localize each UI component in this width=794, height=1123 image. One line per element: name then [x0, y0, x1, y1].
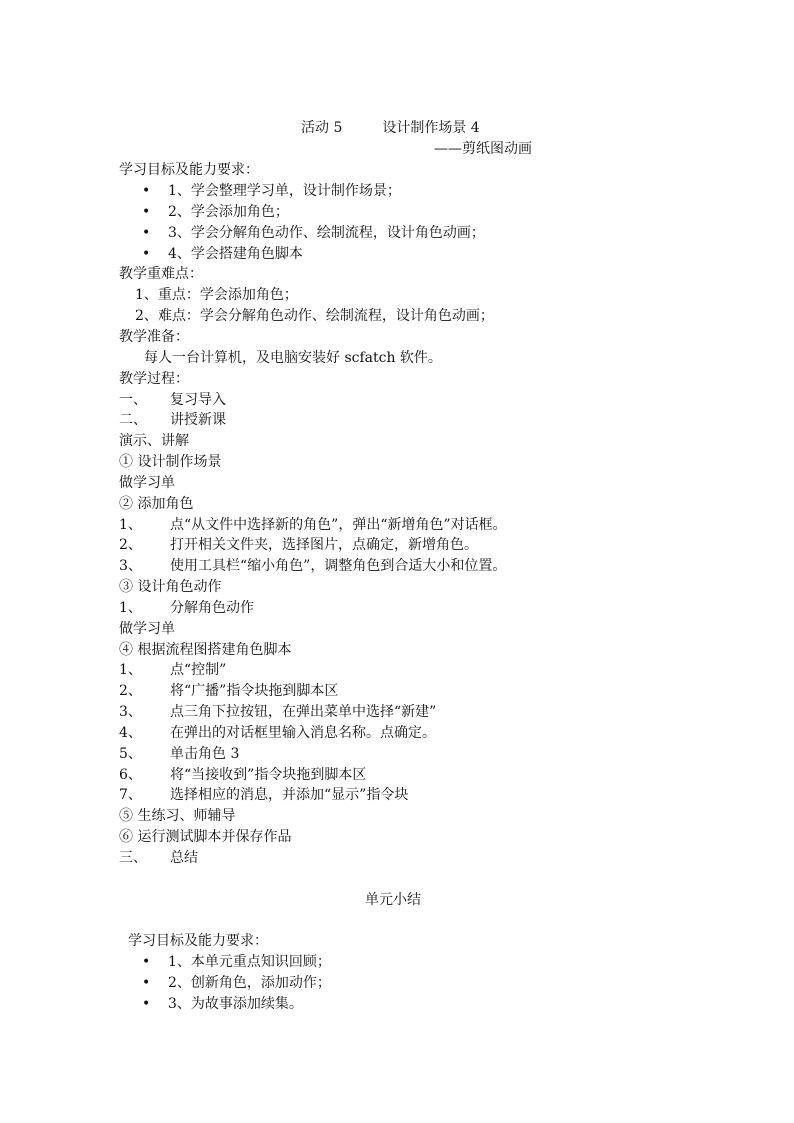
step-text: 将“广播”指令块拖到脚本区: [170, 683, 339, 699]
objectives-heading: 学习目标及能力要求：: [119, 162, 259, 178]
circled-step: ④ 根据流程图搭建角色脚本: [119, 642, 292, 658]
step-number: 4、: [119, 725, 142, 741]
step-text: 在弹出的对话框里输入消息名称。点确定。: [170, 725, 436, 741]
step-text: 使用工具栏“缩小角色”，调整角色到合适大小和位置。: [170, 558, 507, 574]
summary-item: [142, 994, 150, 1014]
step-number: 2、: [119, 537, 142, 553]
objective-item: [142, 223, 150, 243]
section-number: 三、: [119, 850, 147, 866]
keypoint-item: 2、难点：学会分解角色动作、绘制流程，设计角色动画；: [135, 308, 494, 324]
step-text: 点“从文件中选择新的角色”，弹出“新增角色”对话框。: [170, 517, 507, 533]
bullet-icon: •: [142, 996, 151, 1012]
objective-item: [142, 202, 150, 222]
activity-subtitle: ——剪纸图动画: [434, 141, 532, 157]
summary-text: 3、为故事添加续集。: [168, 996, 303, 1012]
step-number: 7、: [119, 787, 142, 803]
process-heading: 教学过程：: [119, 371, 189, 387]
objective-item: [142, 244, 150, 264]
objective-text: 4、学会搭建角色脚本: [168, 246, 303, 262]
section-title: 总结: [170, 850, 198, 866]
step-number: 1、: [119, 662, 142, 678]
step-text: 选择相应的消息，并添加“显示”指令块: [170, 787, 409, 803]
circled-step: ⑤ 生练习、师辅导: [119, 808, 236, 824]
circled-step: ③ 设计角色动作: [119, 579, 222, 595]
summary-item: [142, 973, 150, 993]
step-number: 3、: [119, 704, 142, 720]
section-title: 讲授新课: [170, 412, 226, 428]
bullet-icon: •: [142, 975, 151, 991]
step-number: 6、: [119, 767, 142, 783]
bullet-icon: •: [142, 204, 151, 220]
preparation-heading: 教学准备：: [119, 329, 189, 345]
bullet-icon: •: [142, 954, 151, 970]
step-number: 2、: [119, 683, 142, 699]
step-text: 打开相关文件夹，选择图片，点确定，新增角色。: [170, 537, 478, 553]
step-number: 1、: [119, 517, 142, 533]
objective-text: 1、学会整理学习单，设计制作场景；: [168, 183, 401, 199]
step-number: 5、: [119, 746, 142, 762]
summary-title: 单元小结: [365, 892, 421, 908]
bullet-icon: •: [142, 246, 151, 262]
worksheet-label: 做学习单: [119, 475, 175, 491]
circled-step: ① 设计制作场景: [119, 454, 222, 470]
activity-title: 活动 5 设计制作场景 4: [301, 120, 480, 136]
section-number: 一、: [119, 392, 147, 408]
step-text: 分解角色动作: [170, 600, 254, 616]
demo-label: 演示、讲解: [119, 433, 189, 449]
step-text: 单击角色 3: [170, 746, 240, 762]
objective-text: 3、学会分解角色动作、绘制流程，设计角色动画；: [168, 225, 485, 241]
summary-heading: 学习目标及能力要求：: [128, 933, 268, 949]
keypoints-heading: 教学重难点：: [119, 266, 203, 282]
circled-step: ② 添加角色: [119, 496, 194, 512]
step-text: 将“当接收到”指令块拖到脚本区: [170, 767, 367, 783]
circled-step: ⑥ 运行测试脚本并保存作品: [119, 829, 292, 845]
step-text: 点三角下拉按钮，在弹出菜单中选择“新建”: [170, 704, 437, 720]
step-number: 1、: [119, 600, 142, 616]
bullet-icon: •: [142, 183, 151, 199]
step-text: 点“控制”: [170, 662, 227, 678]
summary-item: [142, 952, 150, 972]
bullet-icon: •: [142, 225, 151, 241]
preparation-text: 每人一台计算机，及电脑安装好 scfatch 软件。: [144, 350, 442, 366]
section-title: 复习导入: [170, 392, 226, 408]
section-number: 二、: [119, 412, 147, 428]
summary-text: 2、创新角色，添加动作；: [168, 975, 331, 991]
summary-text: 1、本单元重点知识回顾；: [168, 954, 331, 970]
objective-text: 2、学会添加角色；: [168, 204, 289, 220]
keypoint-item: 1、重点：学会添加角色；: [135, 287, 298, 303]
worksheet-label: 做学习单: [119, 621, 175, 637]
objective-item: [142, 181, 150, 201]
step-number: 3、: [119, 558, 142, 574]
